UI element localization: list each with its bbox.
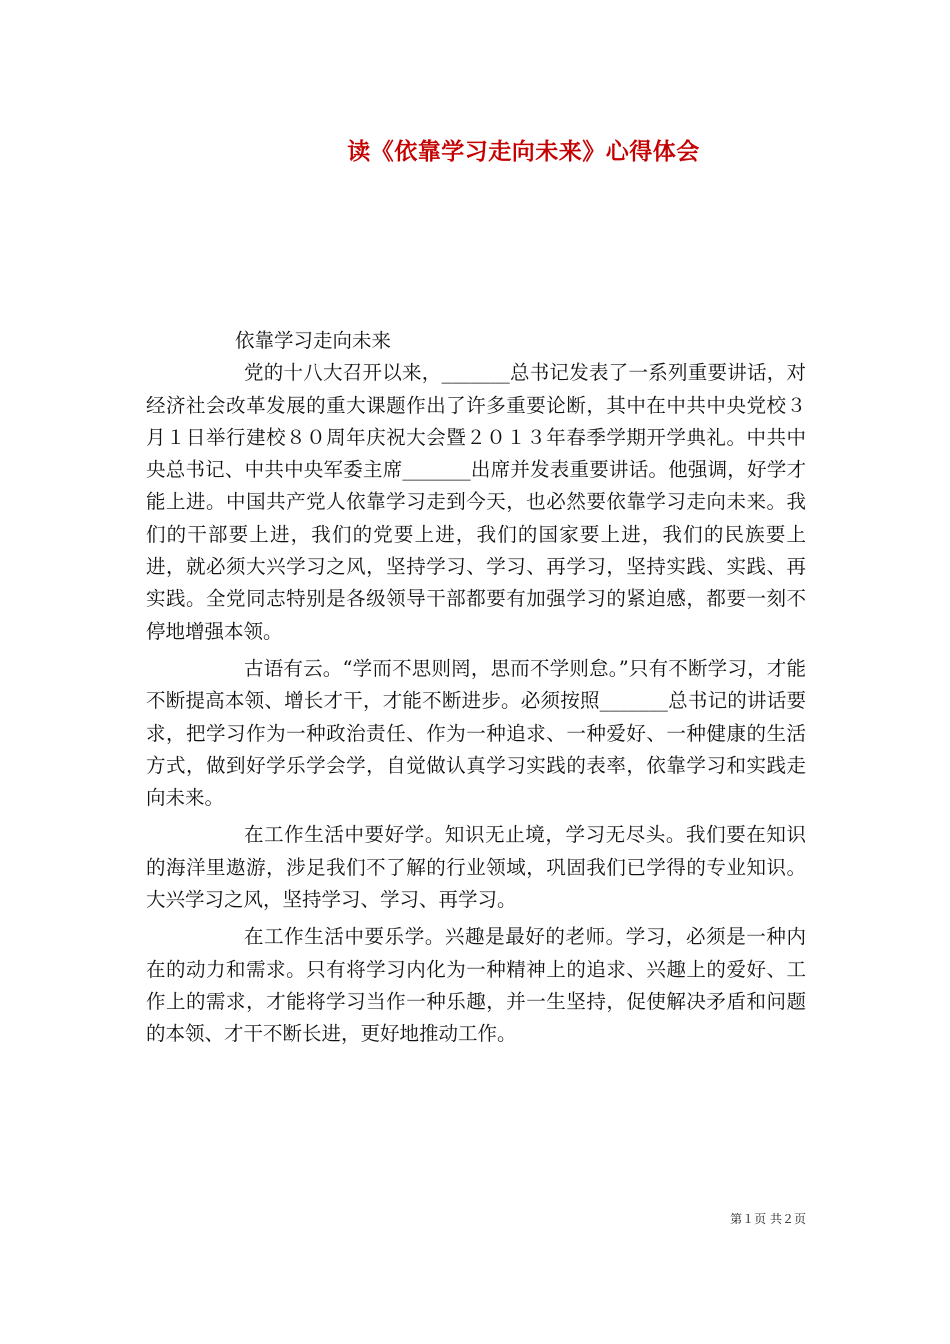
body-paragraph-3: 在工作生活中要好学。知识无止境，学习无尽头。我们要在知识的海洋里遨游，涉足我们不了解的行业领域，巩固我们已学得的专业知识。大兴学习之风，坚持学习、学习、再学习。 [146,823,806,912]
body-paragraph-4: 在工作生活中要乐学。兴趣是最好的老师。学习，必须是一种内在的动力和需求。只有将学习内化为一种精神上的追求、兴趣上的爱好、工作上的需求，才能将学习当作一种乐趣，并一生坚持，促使解决矛盾和问题的本领、才干不断长进，更好地推动工作。 [146,925,806,1046]
document-body [146,325,806,1051]
body-paragraph-1: 党的十八大召开以来，_______总书记发表了一系列重要讲话，对经济社会改革发展的重大课题作出了许多重要论断，其中在中共中央党校３月１日举行建校８０周年庆祝大会暨２０１３年春季学期开学典礼。中共中央总书记、中共中央军委主席_______出席并发表重要讲话。他强调，好学才能上进。中国共产党人依靠学习走到今天，也必然要依靠学习走向未来。我们的干部要上进，我们的党要上进，我们的国家要上进，我们的民族要上进，就必须大兴学习之风，坚持学习、学习、再学习，坚持实践、实践、再实践。全党同志特别是各级领导干部都要有加强学习的紧迫感，都要一刻不停地增强本领。 [146,361,806,643]
document-title: 读《依靠学习走向未来》心得体会 [347,138,700,165]
body-paragraph-2: 古语有云。“学而不思则罔，思而不学则怠。”只有不断学习，才能不断提高本领、增长才干，才能不断进步。必须按照_______总书记的讲话要求，把学习作为一种政治责任、作为一种追求、一种爱好、一种健康的生活方式，做到好学乐学会学，自觉做认真学习实践的表率，依靠学习和实践走向未来。 [146,656,806,810]
section-subtitle: 依靠学习走向未来 [235,329,392,352]
page-number-footer: 第１页 共２页 [730,1212,806,1226]
